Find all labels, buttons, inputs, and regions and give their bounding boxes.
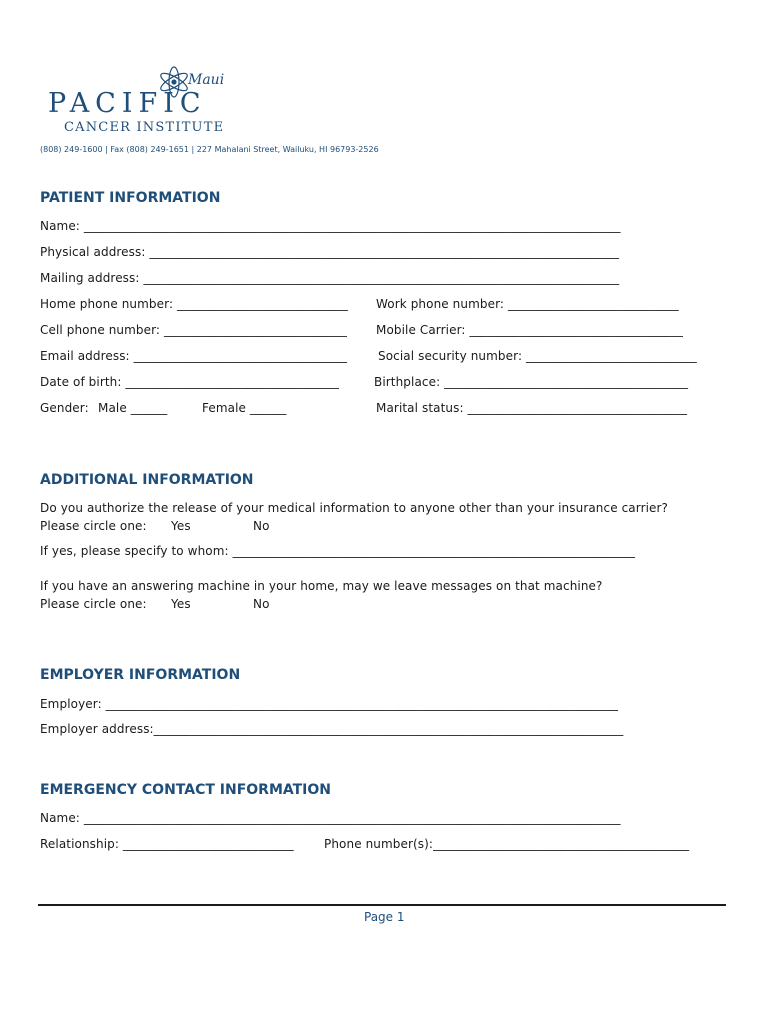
mailing-address-field[interactable]: Mailing address: ______________________________________________________________________________ xyxy=(40,271,620,285)
footer-rule xyxy=(38,904,726,906)
release-question: Do you authorize the release of your medical information to anyone other than your insurance carrier? xyxy=(40,501,669,515)
physical-address-field[interactable]: Physical address: _____________________________________________________________________________ xyxy=(40,245,620,259)
name-field[interactable]: Name: ________________________________________________________________________________________ xyxy=(40,219,621,233)
gender-female-field[interactable]: Female ______ xyxy=(202,401,287,415)
emergency-name-field[interactable]: Name: ________________________________________________________________________________________ xyxy=(40,811,621,825)
work-phone-field[interactable]: Work phone number: ____________________________ xyxy=(376,297,679,311)
gender-male-field[interactable]: Male ______ xyxy=(98,401,168,415)
home-phone-field[interactable]: Home phone number: ____________________________ xyxy=(40,297,348,311)
logo-institute: CANCER INSTITUTE xyxy=(64,120,225,135)
section-title-additional: ADDITIONAL INFORMATION xyxy=(40,472,254,488)
birthplace-field[interactable]: Birthplace: ________________________________________ xyxy=(374,375,689,389)
relationship-field[interactable]: Relationship: ____________________________ xyxy=(40,837,294,851)
employer-field[interactable]: Employer: ____________________________________________________________________________________ xyxy=(40,697,619,711)
release-yes-option[interactable]: Yes xyxy=(171,519,191,533)
emergency-phone-field[interactable]: Phone number(s):__________________________________________ xyxy=(324,837,690,851)
section-title-patient: PATIENT INFORMATION xyxy=(40,190,221,206)
messages-yes-option[interactable]: Yes xyxy=(171,597,191,611)
employer-address-field[interactable]: Employer address:_____________________________________________________________________________ xyxy=(40,722,624,736)
marital-status-field[interactable]: Marital status: ____________________________________ xyxy=(376,401,688,415)
cell-phone-field[interactable]: Cell phone number: ______________________________ xyxy=(40,323,347,337)
messages-no-option[interactable]: No xyxy=(253,597,270,611)
circle-label-2: Please circle one: xyxy=(40,597,147,611)
section-title-emergency: EMERGENCY CONTACT INFORMATION xyxy=(40,782,332,798)
mobile-carrier-field[interactable]: Mobile Carrier: ___________________________________ xyxy=(376,323,683,337)
ssn-field[interactable]: Social security number: ____________________________ xyxy=(378,349,697,363)
circle-label-1: Please circle one: xyxy=(40,519,147,533)
page-number: Page 1 xyxy=(364,910,405,924)
gender-label: Gender: xyxy=(40,401,89,415)
specify-whom-field[interactable]: If yes, please specify to whom: __________________________________________________________________ xyxy=(40,544,636,558)
logo xyxy=(38,64,248,136)
answering-machine-question: If you have an answering machine in your home, may we leave messages on that machine? xyxy=(40,579,603,593)
email-field[interactable]: Email address: ___________________________________ xyxy=(40,349,348,363)
logo-pacific: PACIFIC xyxy=(48,88,207,119)
contact-line: (808) 249-1600 | Fax (808) 249-1651 | 227 Mahalani Street, Wailuku, HI 96793-2526 xyxy=(40,145,379,154)
release-no-option[interactable]: No xyxy=(253,519,270,533)
section-title-employer: EMPLOYER INFORMATION xyxy=(40,667,241,683)
logo-maui: Maui xyxy=(188,72,225,88)
dob-field[interactable]: Date of birth: ___________________________________ xyxy=(40,375,339,389)
